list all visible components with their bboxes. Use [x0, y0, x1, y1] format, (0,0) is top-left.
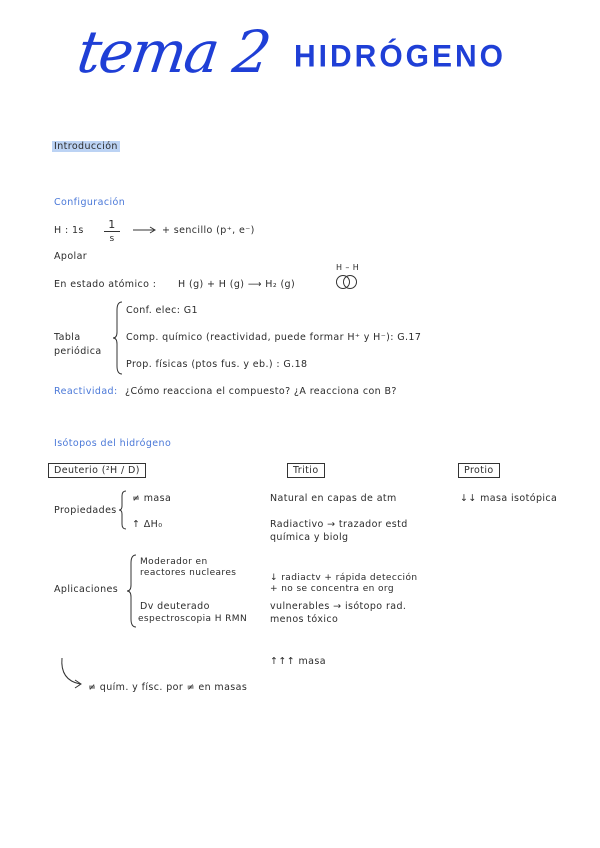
- apl-tritio-2b: menos tóxico: [270, 614, 339, 625]
- atomic-state-label: En estado atómico :: [54, 279, 157, 290]
- orbital-overlap-icon: [335, 274, 359, 290]
- protio-box: Protio: [458, 463, 500, 478]
- brace-icon: [126, 553, 138, 629]
- masa-note: ↑↑↑ masa: [270, 656, 326, 667]
- curved-arrow-icon: [58, 656, 86, 690]
- apolar-label: Apolar: [54, 251, 88, 262]
- atomic-reaction: H (g) + H (g) ⟶ H₂ (g): [178, 279, 296, 290]
- apl-deuterio-2a: Dv deuterado: [140, 601, 210, 612]
- tabla-item-prop: Prop. físicas (ptos fus. y eb.) : G.18: [126, 359, 308, 370]
- isotopos-heading: Isótopos del hidrógeno: [54, 438, 172, 449]
- apl-tritio-2a: vulnerables → isótopo rad.: [270, 601, 407, 612]
- hh-label: H – H: [336, 263, 360, 272]
- intro-heading: Introducción: [54, 141, 118, 152]
- tabla-item-comp: Comp. químico (reactividad, puede formar H⁺ y H⁻): G.17: [126, 332, 422, 343]
- config-h-prefix: H : 1s: [54, 225, 84, 236]
- prop-protio: ↓↓ masa isotópica: [460, 493, 558, 504]
- prop-tritio-2a: Radiactivo → trazador estd: [270, 519, 408, 530]
- prop-tritio-2b: química y biolg: [270, 532, 349, 543]
- tabla-label-1: Tabla: [54, 332, 81, 343]
- apl-deuterio-2b: espectroscopia H RMN: [138, 614, 248, 624]
- prop-deuterio-2: ↑ ΔH₀: [132, 519, 163, 530]
- brace-icon: [118, 490, 128, 530]
- orbital-box-top: 1: [104, 219, 120, 232]
- hidrogeno-title: HIDRÓGENO: [294, 39, 507, 74]
- propiedades-label: Propiedades: [54, 505, 117, 516]
- reactividad-text: ¿Cómo reacciona el compuesto? ¿A reacciona con B?: [125, 386, 397, 397]
- aplicaciones-label: Aplicaciones: [54, 584, 119, 595]
- prop-deuterio-1: ≠ masa: [132, 493, 172, 504]
- arrow-icon: [132, 225, 158, 235]
- reactividad-label: Reactividad:: [54, 386, 118, 397]
- tabla-label-2: periódica: [54, 346, 102, 357]
- config-heading: Configuración: [54, 197, 126, 208]
- prop-tritio-1: Natural en capas de atm: [270, 493, 397, 504]
- tema-title: tema 2: [73, 18, 274, 86]
- apl-tritio-1a: ↓ radiactv + rápida detección: [270, 573, 418, 583]
- apl-deuterio-1b: reactores nucleares: [140, 568, 237, 578]
- apl-tritio-1b: + no se concentra en org: [270, 584, 394, 594]
- tabla-item-conf: Conf. elec: G1: [126, 305, 198, 316]
- apl-deuterio-1a: Moderador en: [140, 557, 208, 567]
- conclusion-text: ≠ quím. y físc. por ≠ en masas: [88, 682, 248, 693]
- tritio-box: Tritio: [287, 463, 325, 478]
- brace-icon: [112, 300, 124, 376]
- config-arrow-text: + sencillo (p⁺, e⁻): [162, 225, 255, 236]
- orbital-box-bottom: s: [109, 234, 115, 244]
- deuterio-box: Deuterio (²H / D): [48, 463, 146, 478]
